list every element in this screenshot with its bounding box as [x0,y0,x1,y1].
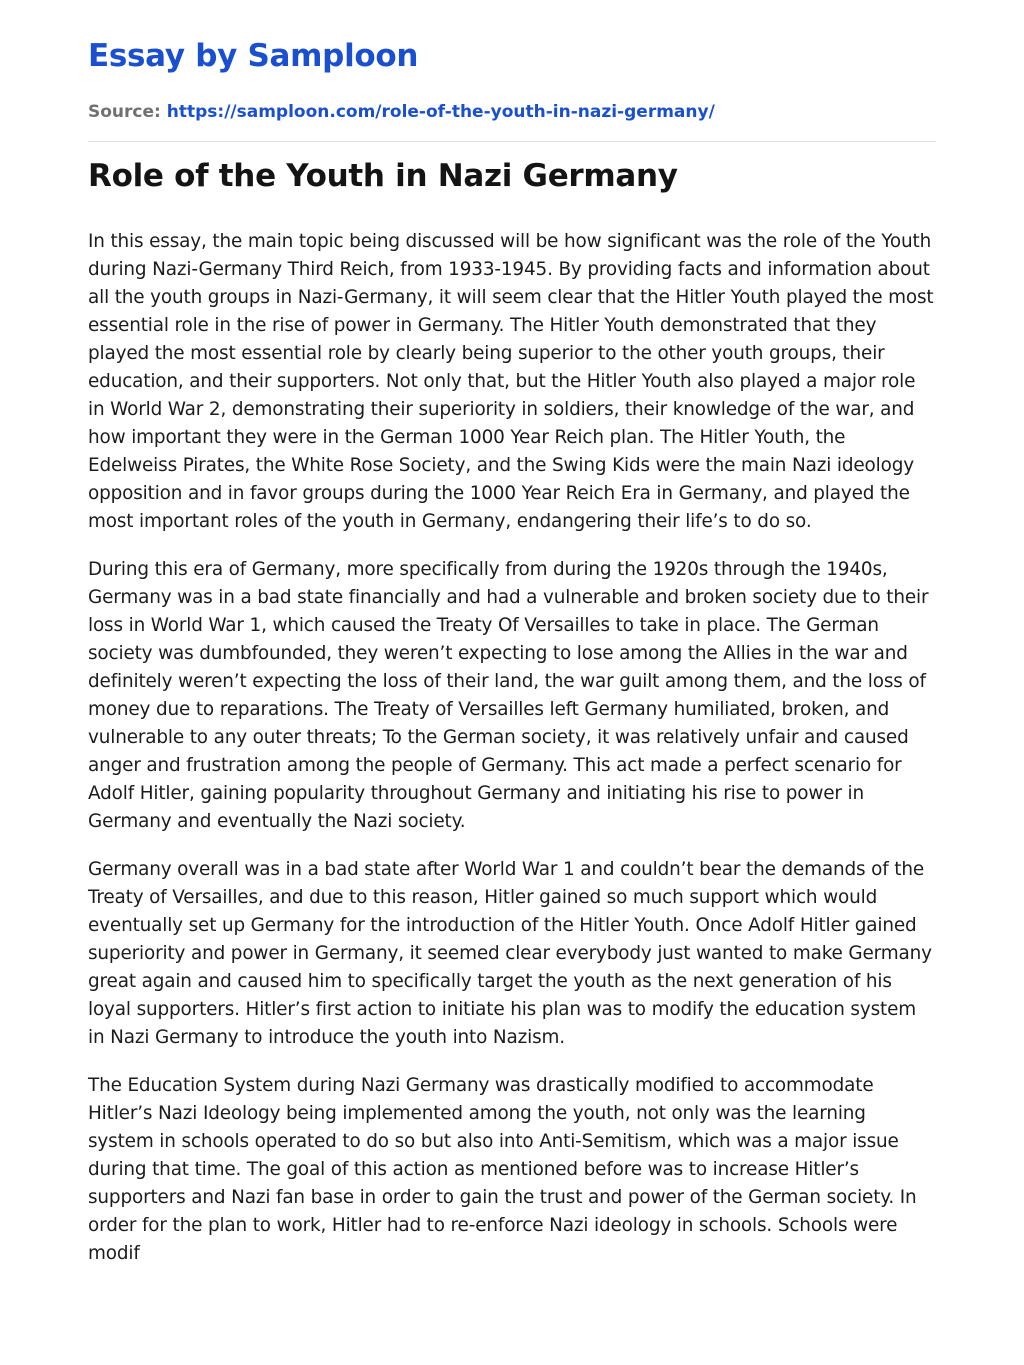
essay-body [88,228,936,1268]
essay-paragraph-2: During this era of Germany, more specifically from during the 1920s through the 1940s, Germany was in a bad state financially and had a vulnerable and broken society due to their loss in World War 1, which caused the Treaty Of Versailles to take in place. The German society was dumbfounded, they weren’t expecting to lose among the Allies in the war and definitely weren’t expecting the loss of their land, the war guilt among them, and the loss of money due to reparations. The Treaty of Versailles left Germany humiliated, broken, and vulnerable to any outer threats; To the German society, it was relatively unfair and caused anger and frustration among the people of Germany. This act made a perfect scenario for Adolf Hitler, gaining popularity throughout Germany and initiating his rise to power in Germany and eventually the Nazi society. [88,559,929,832]
brand-title[interactable]: Essay by Samploon [88,38,419,74]
essay-paragraph-3: Germany overall was in a bad state after World War 1 and couldn’t bear the demands of the Treaty of Versailles, and due to this reason, Hitler gained so much support which would eventually set up Germany for the introduction of the Hitler Youth. Once Adolf Hitler gained superiority and power in Germany, it seemed clear everybody just wanted to make Germany great again and caused him to specifically target the youth as the next generation of his loyal supporters. Hitler’s first action to initiate his plan was to modify the education system in Nazi Germany to introduce the youth into Nazism. [88,859,932,1048]
header-divider [88,141,936,142]
source-line [88,100,936,124]
essay-paragraph-1: In this essay, the main topic being discussed will be how significant was the role of the Youth during Nazi-Germany Third Reich, from 1933-1945. By providing facts and information about all the youth groups in Nazi-Germany, it will seem clear that the Hitler Youth played the most essential role in the rise of power in Germany. The Hitler Youth demonstrated that they played the most essential role by clearly being superior to the other youth groups, their education, and their supporters. Not only that, but the Hitler Youth also played a major role in World War 2, demonstrating their superiority in soldiers, their knowledge of the war, and how important they were in the German 1000 Year Reich plan. The Hitler Youth, the Edelweiss Pirates, the White Rose Society, and the Swing Kids were the main Nazi ideology opposition and in favor groups during the 1000 Year Reich Era in Germany, and played the most important roles of the youth in Germany, endangering their life’s to do so. [88,231,934,532]
source-label: Source: [88,102,161,122]
essay-title: Role of the Youth in Nazi Germany [88,158,678,194]
essay-paragraph-4: The Education System during Nazi Germany was drastically modified to accommodate Hitler’s Nazi Ideology being implemented among the youth, not only was the learning system in schools operated to do so but also into Anti-Semitism, which was a major issue during that time. The goal of this action as mentioned before was to increase Hitler’s supporters and Nazi fan base in order to gain the trust and power of the German society. In order for the plan to work, Hitler had to re-enforce Nazi ideology in schools. Schools were modif [88,1075,917,1264]
essay-page [88,36,936,1288]
source-link[interactable]: https://samploon.com/role-of-the-youth-in-nazi-germany/ [166,102,715,122]
